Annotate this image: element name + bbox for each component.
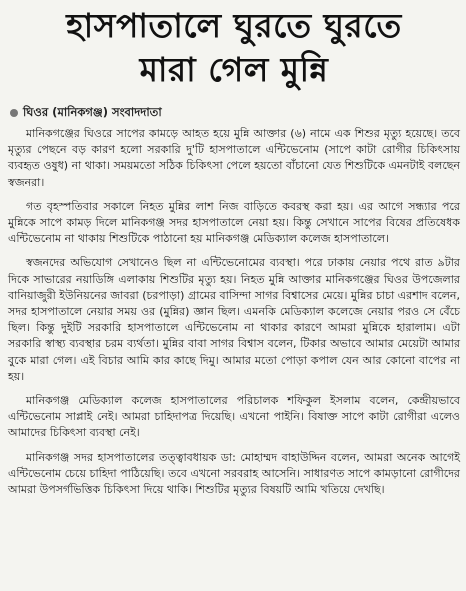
- dateline-source: সংবাদদাতা: [111, 104, 162, 119]
- paragraph: গত বৃহস্পতিবার সকালে নিহত মুন্নির লাশ নিজ বাড়িতে কবরস্থ করা হয়। এর আগে সন্ধ্যার পরে মুন্নিকে সাপে কামড় দিলে মানিকগঞ্জ সদর হাসপাতালে নেয়া হয়। কিন্তু সেখানে সাপের বিষের প্রতিষেধক এন্টিভেনোম না থাকায় শিশুটিকে পাঠানো হয় মানিকগঞ্জ মেডিক্যাল কলেজ হাসপাতালে।: [8, 199, 460, 246]
- headline: [8, 0, 460, 92]
- paragraph: মানিকগঞ্জের ঘিওরে সাপের কামড়ে আহত হয়ে মুন্নি আক্তার (৬) নামে এক শিশুর মৃত্যু হয়েছে। তবে মৃত্যুর পেছনে বড় কারণ হলো সরকারি দু'টি হাসপাতালে এন্টিভেনোম (সাপে কাটা রোগীর চিকিৎসায় ব্যবহৃত ওষুধ) না থাকা। সময়মতো সঠিক চিকিৎসা পেলে হয়তো বাঁচানো যেত শিশুটিকে এমনটাই বলছেন স্বজনরা।: [8, 127, 460, 189]
- dateline: [8, 104, 460, 122]
- headline-line-1: হাসপাতালে ঘুরতে ঘুরতে: [66, 6, 402, 45]
- bullet-icon: [10, 109, 18, 117]
- paragraph: স্বজনদের অভিযোগ সেখানেও ছিল না এন্টিভেনোমের ব্যবস্থা। পরে ঢাকায় নেয়ার পথে রাত ৯টার দিকে সাভারের নয়াডিঙ্গি এলাকায় শিশুটির মৃত্যু হয়। নিহত মুন্নি আক্তার মানিকগঞ্জের ঘিওর উপজেলার বানিয়াজুরী ইউনিয়নের জাবরা (চরপাড়া) গ্রামের বাসিন্দা সাগর বিশ্বাসের মেয়ে। মুন্নির চাচা এরশাদ বলেন, সদর হাসপাতালে নেয়ার সময় ওর (মুন্নির) জ্ঞান ছিল। এমনকি মেডিক্যাল কলেজে নেয়ার পরও সে বেঁচে ছিল। কিন্তু দুইটি সরকারি হাসপাতালে এন্টিভেনোম না থাকার কারণে আমরা মুন্নিকে হারালাম। এটা সরকারি স্বাস্থ্য ব্যবস্থার চরম ব্যর্থতা। মুন্নির বাবা সাগর বিশ্বাস বলেন, টিকার অভাবে আমার মেয়েটা আমার বুকে মারা গেল। এই বিচার আমি কার কাছে দিমু। আমার মতো পোড়া কপাল যেন আর কোনো বাপের না হয়।: [8, 256, 460, 383]
- headline-line-2: মারা গেল মুন্নি: [139, 50, 329, 89]
- paragraph: মানিকগঞ্জ মেডিক্যাল কলেজ হাসপাতালের পরিচালক শফিকুল ইসলাম বলেন, কেন্দ্রীয়ভাবে এন্টিভেনোম সাপ্লাই নেই। আমরা চাহিদাপত্র দিয়েছি। এখনো পাইনি। বিষাক্ত সাপে কাটা রোগীরা এলেও আমাদের চিকিৎসা ব্যবস্থা নেই।: [8, 394, 460, 440]
- paragraph: মানিকগঞ্জ সদর হাসপাতালের তত্ত্বাবধায়ক ডা: মোহাম্মদ বাহাউদ্দিন বলেন, আমরা অনেক আগেই এন্টিভেনোম চেয়ে চাহিদা পাঠিয়েছি। তবে এখনো সরবরাহ আসেনি। সাধারণত সাপে কামড়ানো রোগীদের আমরা উপসর্গভিত্তিক চিকিৎসা দিয়ে থাকি। শিশুটির মৃত্যুর বিষয়টি আমি খতিয়ে দেখছি।: [8, 450, 460, 497]
- article-body: [8, 126, 460, 498]
- dateline-place: ঘিওর (মানিকগঞ্জ): [23, 104, 108, 119]
